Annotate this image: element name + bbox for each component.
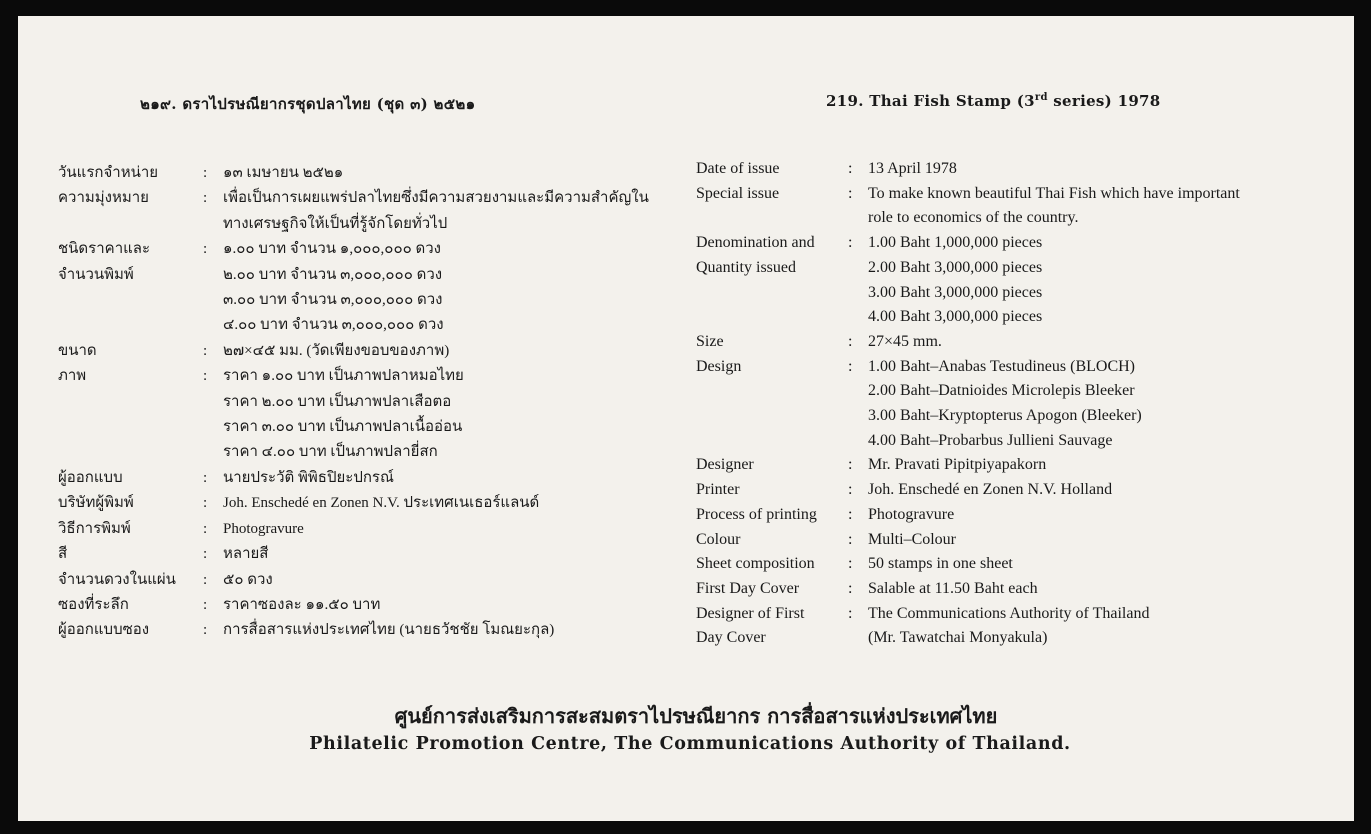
detail-colon bbox=[848, 379, 868, 404]
detail-label: Denomination and bbox=[696, 234, 815, 252]
detail-value: 1.00 Baht–Anabas Testudineus (BLOCH) bbox=[868, 357, 1135, 375]
stamp-info-card bbox=[18, 16, 1354, 821]
detail-label: จำนวนดวงในแผ่น bbox=[58, 571, 176, 588]
detail-colon: : bbox=[203, 622, 208, 639]
detail-label: ชนิดราคาและ bbox=[58, 241, 151, 258]
detail-value: ราคา ๑.๐๐ บาท เป็นภาพปลาหมอไทย bbox=[223, 368, 464, 385]
detail-label: วันแรกจำหน่าย bbox=[58, 165, 159, 181]
detail-value: Multi–Colour bbox=[868, 530, 957, 548]
detail-row bbox=[58, 440, 649, 465]
detail-value: ๑.๐๐ บาท จำนวน ๑,๐๐๐,๐๐๐ ดวง bbox=[223, 241, 441, 258]
english-title bbox=[826, 92, 1161, 110]
detail-label bbox=[58, 415, 203, 440]
detail-value: ๒.๐๐ บาท จำนวน ๓,๐๐๐,๐๐๐ ดวง bbox=[223, 266, 443, 283]
detail-label bbox=[696, 429, 848, 454]
detail-colon bbox=[203, 288, 223, 313]
detail-colon bbox=[203, 313, 223, 338]
detail-row bbox=[696, 528, 1240, 553]
detail-colon: : bbox=[203, 368, 208, 385]
detail-value: Joh. Enschedé en Zonen N.V. Holland bbox=[868, 481, 1113, 499]
detail-row bbox=[696, 281, 1240, 306]
detail-label: Printer bbox=[696, 481, 740, 499]
detail-value: 3.00 Baht 3,000,000 pieces bbox=[868, 283, 1043, 301]
thai-title: ๒๑๙. ดราไปรษณียากรชุดปลาไทย (ชุด ๓) ๒๕๒๑ bbox=[140, 95, 476, 113]
detail-label bbox=[696, 305, 848, 330]
thai-details-list bbox=[58, 161, 649, 644]
detail-value: 13 April 1978 bbox=[868, 160, 957, 177]
detail-colon bbox=[848, 305, 868, 330]
detail-value: 2.00 Baht–Datnioides Microlepis Bleeker bbox=[868, 382, 1135, 400]
detail-colon: : bbox=[848, 505, 853, 523]
detail-row bbox=[58, 186, 649, 211]
detail-colon bbox=[203, 390, 223, 415]
detail-row bbox=[696, 552, 1240, 577]
detail-value: 1.00 Baht 1,000,000 pieces bbox=[868, 234, 1043, 252]
detail-value: (Mr. Tawatchai Monyakula) bbox=[868, 629, 1048, 647]
detail-value: ๑๓ เมษายน ๒๕๒๑ bbox=[223, 165, 344, 181]
detail-row bbox=[696, 404, 1240, 429]
detail-value: Mr. Pravati Pipitpiyapakorn bbox=[868, 456, 1047, 474]
detail-label: Designer of First bbox=[696, 604, 805, 622]
detail-value: ๕๐ ดวง bbox=[223, 571, 273, 588]
detail-row bbox=[696, 330, 1240, 355]
detail-colon bbox=[848, 429, 868, 454]
detail-colon: : bbox=[203, 241, 208, 258]
detail-label: First Day Cover bbox=[696, 579, 800, 597]
detail-colon bbox=[848, 256, 868, 281]
detail-row bbox=[696, 429, 1240, 454]
footer-english: Philatelic Promotion Centre, The Communications Authority of Thailand. bbox=[309, 734, 1071, 754]
detail-value: Photogravure bbox=[223, 520, 304, 537]
detail-colon: : bbox=[848, 579, 853, 597]
detail-label: Design bbox=[696, 357, 742, 375]
detail-value: The Communications Authority of Thailand bbox=[868, 604, 1150, 622]
detail-colon: : bbox=[848, 456, 853, 474]
detail-value: นายประวัติ พิพิธปิยะปกรณ์ bbox=[223, 469, 394, 486]
detail-row bbox=[58, 161, 649, 186]
detail-row bbox=[58, 593, 649, 618]
detail-label: ความมุ่งหมาย bbox=[58, 190, 149, 207]
detail-colon bbox=[848, 404, 868, 429]
detail-label bbox=[58, 390, 203, 415]
detail-row bbox=[696, 206, 1240, 231]
detail-label: Quantity issued bbox=[696, 258, 796, 276]
detail-label: Process of printing bbox=[696, 505, 817, 523]
detail-label bbox=[696, 404, 848, 429]
detail-row bbox=[696, 305, 1240, 330]
detail-label bbox=[58, 313, 203, 338]
detail-row bbox=[58, 517, 649, 542]
detail-value: การสื่อสารแห่งประเทศไทย (นายธวัชชัย โมณยะกุล) bbox=[223, 622, 555, 639]
detail-value: หลายสี bbox=[223, 546, 269, 563]
detail-colon bbox=[203, 440, 223, 465]
detail-colon: : bbox=[203, 546, 208, 563]
detail-colon bbox=[203, 263, 223, 288]
detail-value: Joh. Enschedé en Zonen N.V. ประเทศเนเธอร์แลนด์ bbox=[223, 495, 540, 512]
detail-colon: : bbox=[848, 530, 853, 548]
detail-value: ราคา ๔.๐๐ บาท เป็นภาพปลายี่สก bbox=[223, 444, 438, 461]
detail-value: 4.00 Baht–Probarbus Jullieni Sauvage bbox=[868, 431, 1113, 449]
detail-row bbox=[696, 256, 1240, 281]
detail-label: Special issue bbox=[696, 184, 780, 202]
detail-label: ขนาด bbox=[58, 342, 97, 359]
detail-row bbox=[696, 355, 1240, 380]
detail-value: เพื่อเป็นการเผยแพร่ปลาไทยซึ่งมีความสวยงามและมีความสำคัญใน bbox=[223, 190, 649, 207]
detail-label: Sheet composition bbox=[696, 555, 815, 573]
detail-row bbox=[58, 313, 649, 338]
detail-row bbox=[58, 390, 649, 415]
detail-label: ซองที่ระลึก bbox=[58, 596, 129, 613]
detail-value: ๔.๐๐ บาท จำนวน ๓,๐๐๐,๐๐๐ ดวง bbox=[223, 317, 444, 334]
detail-label: Date of issue bbox=[696, 160, 780, 177]
detail-row bbox=[58, 237, 649, 262]
detail-value: ราคา ๓.๐๐ บาท เป็นภาพปลาเนื้ออ่อน bbox=[223, 419, 463, 436]
detail-row bbox=[696, 182, 1240, 207]
detail-label: Colour bbox=[696, 530, 741, 548]
detail-colon bbox=[848, 206, 868, 231]
detail-colon: : bbox=[848, 184, 853, 202]
detail-row bbox=[58, 618, 649, 643]
detail-row bbox=[58, 491, 649, 516]
detail-row bbox=[58, 568, 649, 593]
detail-label: จำนวนพิมพ์ bbox=[58, 266, 134, 283]
detail-label: Size bbox=[696, 332, 724, 350]
detail-row bbox=[58, 288, 649, 313]
detail-colon: : bbox=[848, 160, 853, 177]
detail-row bbox=[696, 231, 1240, 256]
detail-value: ราคา ๒.๐๐ บาท เป็นภาพปลาเสือตอ bbox=[223, 393, 452, 410]
detail-value: 50 stamps in one sheet bbox=[868, 555, 1013, 573]
detail-row bbox=[58, 263, 649, 288]
detail-row bbox=[58, 415, 649, 440]
detail-label: ผู้ออกแบบ bbox=[58, 469, 123, 486]
detail-colon: : bbox=[848, 555, 853, 573]
detail-colon: : bbox=[203, 342, 208, 359]
english-details-list bbox=[696, 157, 1240, 651]
detail-row bbox=[696, 577, 1240, 602]
detail-label: Designer bbox=[696, 456, 754, 474]
detail-label: สี bbox=[58, 546, 68, 563]
detail-colon: : bbox=[203, 495, 208, 512]
detail-colon bbox=[848, 626, 868, 651]
detail-colon: : bbox=[848, 332, 853, 350]
detail-row bbox=[696, 379, 1240, 404]
detail-colon: : bbox=[203, 596, 208, 613]
footer-thai: ศูนย์การส่งเสริมการสะสมตราไปรษณียากร การสื่อสารแห่งประเทศไทย bbox=[394, 704, 998, 728]
english-title-prefix: 219. Thai Fish Stamp (3 bbox=[826, 92, 1035, 110]
detail-row bbox=[696, 602, 1240, 627]
detail-value: ราคาซองละ ๑๑.๕๐ บาท bbox=[223, 596, 381, 613]
detail-value: ๒๗×๔๕ มม. (วัดเพียงขอบของภาพ) bbox=[223, 342, 450, 359]
detail-label: ผู้ออกแบบซอง bbox=[58, 622, 150, 639]
detail-row bbox=[58, 339, 649, 364]
detail-colon: : bbox=[848, 604, 853, 622]
detail-colon: : bbox=[203, 469, 208, 486]
detail-value: ทางเศรษฐกิจให้เป็นที่รู้จักโดยทั่วไป bbox=[223, 215, 448, 232]
detail-label bbox=[696, 206, 848, 231]
detail-label bbox=[696, 281, 848, 306]
detail-value: Salable at 11.50 Baht each bbox=[868, 579, 1038, 597]
detail-label: ภาพ bbox=[58, 368, 87, 385]
detail-row bbox=[58, 466, 649, 491]
detail-colon bbox=[203, 415, 223, 440]
detail-colon: : bbox=[848, 234, 853, 252]
detail-colon bbox=[203, 212, 223, 237]
detail-colon: : bbox=[848, 481, 853, 499]
detail-colon: : bbox=[848, 357, 853, 375]
detail-colon: : bbox=[203, 190, 208, 207]
detail-value: 27×45 mm. bbox=[868, 332, 942, 350]
detail-value: 2.00 Baht 3,000,000 pieces bbox=[868, 258, 1043, 276]
english-title-suffix: series) 1978 bbox=[1047, 92, 1161, 110]
detail-row bbox=[696, 453, 1240, 478]
detail-value: role to economics of the country. bbox=[868, 209, 1079, 227]
detail-row bbox=[58, 364, 649, 389]
detail-row bbox=[696, 503, 1240, 528]
detail-value: To make known beautiful Thai Fish which have important bbox=[868, 184, 1240, 202]
detail-row bbox=[696, 157, 1240, 182]
detail-row bbox=[58, 542, 649, 567]
detail-row bbox=[58, 212, 649, 237]
detail-row bbox=[696, 626, 1240, 651]
detail-label: บริษัทผู้พิมพ์ bbox=[58, 495, 134, 512]
detail-value: 3.00 Baht–Kryptopterus Apogon (Bleeker) bbox=[868, 407, 1142, 425]
detail-colon: : bbox=[203, 520, 208, 537]
detail-label bbox=[58, 212, 203, 237]
detail-value: ๓.๐๐ บาท จำนวน ๓,๐๐๐,๐๐๐ ดวง bbox=[223, 292, 443, 309]
english-title-sup: rd bbox=[1034, 92, 1048, 103]
detail-label: วิธีการพิมพ์ bbox=[58, 520, 131, 537]
detail-colon: : bbox=[203, 165, 208, 181]
detail-row bbox=[696, 478, 1240, 503]
detail-label bbox=[58, 288, 203, 313]
detail-colon bbox=[848, 281, 868, 306]
detail-label: Day Cover bbox=[696, 629, 766, 647]
detail-value: 4.00 Baht 3,000,000 pieces bbox=[868, 308, 1043, 326]
detail-label bbox=[696, 379, 848, 404]
detail-colon: : bbox=[203, 571, 208, 588]
detail-value: Photogravure bbox=[868, 505, 955, 523]
detail-label bbox=[58, 440, 203, 465]
